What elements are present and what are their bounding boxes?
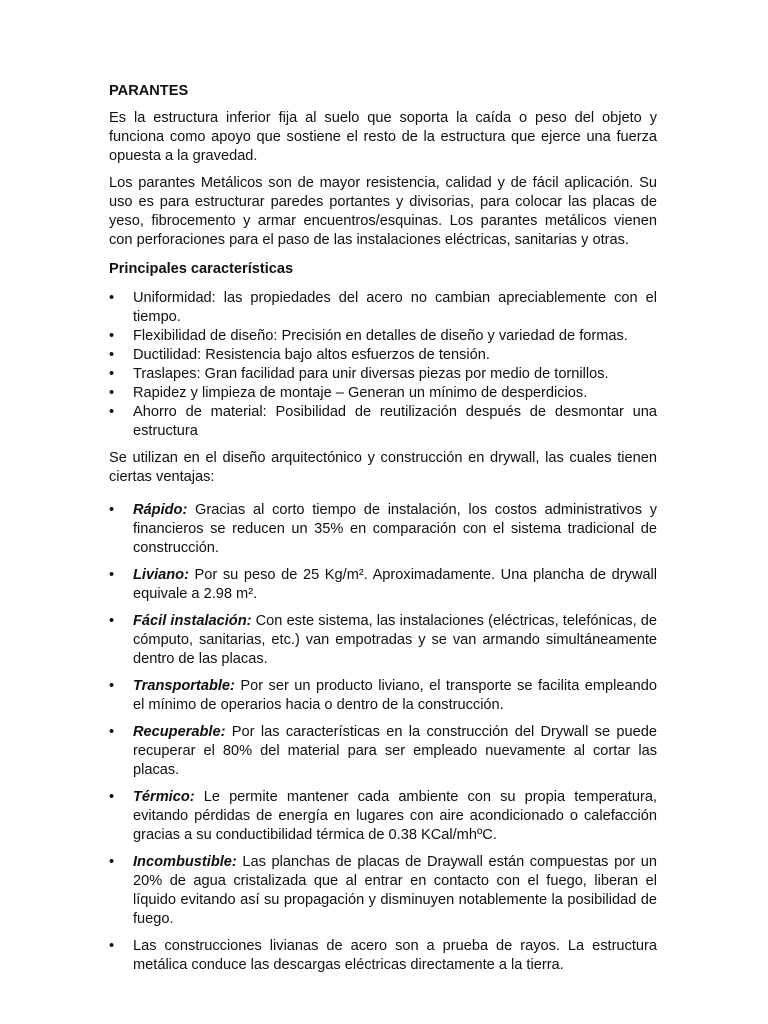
advantage-text: Las construcciones livianas de acero son a prueba de rayos. La estructura metálica conduce las descargas eléctricas directamente a la tierra. [133,938,657,973]
bullet-icon: • [109,347,115,363]
list-item [109,365,657,384]
list-item [109,937,657,975]
paragraph-definition: Es la estructura inferior fija al suelo que soporta la caída o peso del objeto y funciona como apoyo que sostiene el resto de la estructura que ejerce una fuerza opuesta a la gravedad. [109,110,657,164]
bullet-icon: • [109,854,115,870]
list-item [109,403,657,441]
advantage-text: Por las características en la construcción del Drywall se puede recuperar el 80% del material para ser empleado nuevamente al cortar las placas. [133,724,657,778]
list-item [109,612,657,669]
document-title: PARANTES [109,83,189,99]
list-item-text: Ahorro de material: Posibilidad de reutilización después de desmontar una estructura [133,404,657,439]
advantage-text: Las planchas de placas de Draywall están compuestas por un 20% de agua cristalizada que al entrar en contacto con el fuego, liberan el líquido evitando así su propagación y disminuyen notablemente la posibilidad de fuego. [133,854,657,927]
bullet-icon: • [109,290,115,306]
advantage-term: Liviano: [133,567,189,583]
paragraph-metal-studs: Los parantes Metálicos son de mayor resistencia, calidad y de fácil aplicación. Su uso es para estructurar paredes portantes y divisorias, para colocar las placas de yeso, fibrocemento y armar encuentros/esquinas. Los parantes metálicos vienen con perforaciones para el paso de las instalaciones eléctricas, sanitarias y otras. [109,175,657,248]
list-item [109,566,657,604]
list-item [109,327,657,346]
list-item [109,788,657,845]
characteristics-list [109,289,657,441]
advantage-term: Incombustible: [133,854,237,870]
list-item [109,289,657,327]
bullet-icon: • [109,724,115,740]
advantages-intro: Se utilizan en el diseño arquitectónico y construcción en drywall, las cuales tienen ciertas ventajas: [109,450,657,485]
advantage-text: Por su peso de 25 Kg/m². Aproximadamente. Una plancha de drywall equivale a 2.98 m². [133,567,657,602]
list-item [109,346,657,365]
document-page [109,82,657,983]
advantage-text: Le permite mantener cada ambiente con su propia temperatura, evitando pérdidas de energía en lugares con aire acondicionado o calefacción gracias a su conductibilidad térmica de 0.38 KCal/mhºC. [133,789,657,843]
bullet-icon: • [109,366,115,382]
bullet-icon: • [109,613,115,629]
list-item [109,677,657,715]
list-item-text: Uniformidad: las propiedades del acero no cambian apreciablemente con el tiempo. [133,290,657,325]
advantage-text: Por ser un producto liviano, el transporte se facilita empleando el mínimo de operarios hacia o dentro de la construcción. [133,678,657,713]
advantages-list [109,501,657,975]
bullet-icon: • [109,789,115,805]
advantage-text: Gracias al corto tiempo de instalación, los costos administrativos y financieros se reducen un 35% en comparación con el sistema tradicional de construcción. [133,502,657,556]
advantage-term: Transportable: [133,678,235,694]
list-item [109,501,657,558]
advantage-term: Recuperable: [133,724,226,740]
list-item [109,853,657,929]
bullet-icon: • [109,567,115,583]
advantage-term: Rápido: [133,502,188,518]
bullet-icon: • [109,385,115,401]
advantage-term: Térmico: [133,789,195,805]
characteristics-heading: Principales características [109,261,294,277]
list-item-text: Ductilidad: Resistencia bajo altos esfuerzos de tensión. [133,347,490,363]
bullet-icon: • [109,328,115,344]
bullet-icon: • [109,502,115,518]
list-item-text: Rapidez y limpieza de montaje – Generan un mínimo de desperdicios. [133,385,588,401]
list-item-text: Traslapes: Gran facilidad para unir diversas piezas por medio de tornillos. [133,366,609,382]
list-item-text: Flexibilidad de diseño: Precisión en detalles de diseño y variedad de formas. [133,328,628,344]
bullet-icon: • [109,404,115,420]
advantage-text: Con este sistema, las instalaciones (eléctricas, telefónicas, de cómputo, sanitarias, etc.) van empotradas y se van armando simultáneamente dentro de las placas. [133,613,657,667]
list-item [109,384,657,403]
advantage-term: Fácil instalación: [133,613,252,629]
bullet-icon: • [109,678,115,694]
list-item [109,723,657,780]
bullet-icon: • [109,938,115,954]
